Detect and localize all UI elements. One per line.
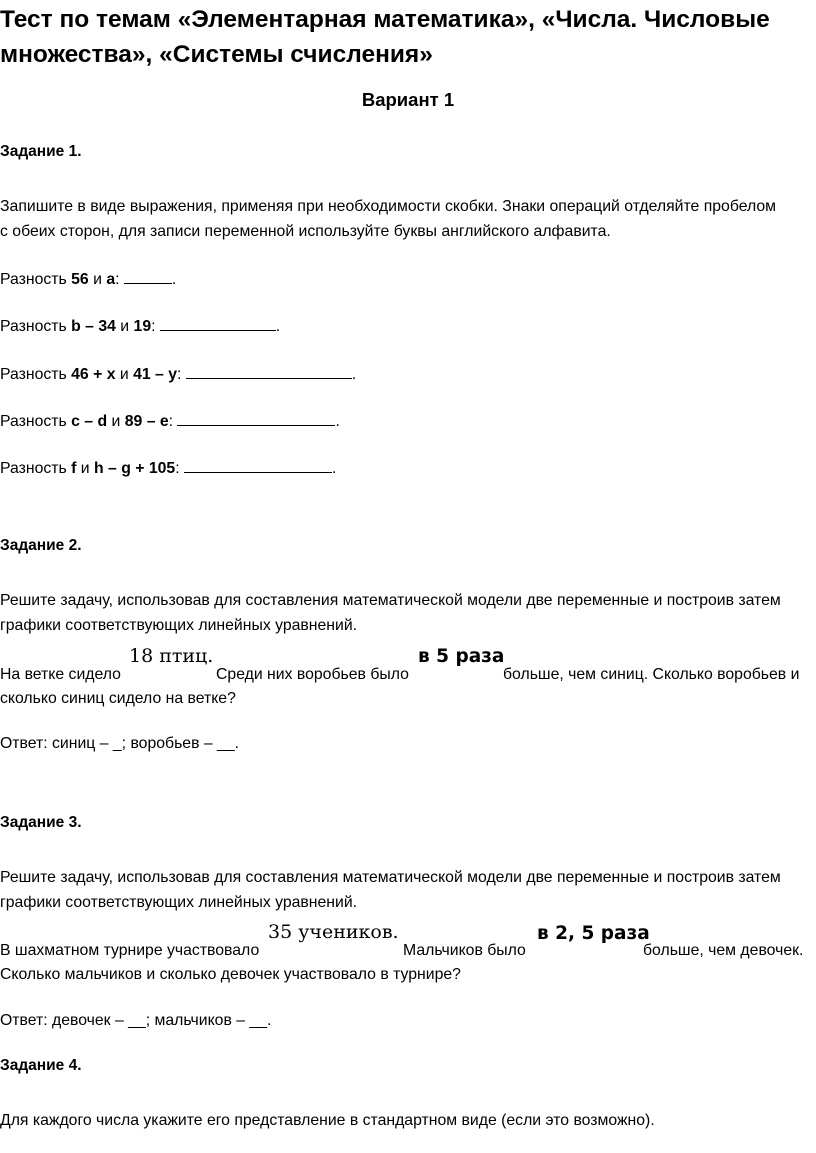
task3-formula-image-2: в 2, 5 раза	[537, 923, 650, 944]
task3-heading: Задание 3.	[0, 814, 82, 831]
answer-blank[interactable]	[160, 316, 276, 331]
task2-heading: Задание 2.	[0, 537, 82, 554]
task2-formula-image-1: 18 птиц.	[129, 645, 214, 667]
task3-formula-image-1: 35 учеников.	[268, 921, 399, 943]
task1-heading: Задание 1.	[0, 143, 82, 160]
answer-blank[interactable]	[124, 269, 172, 284]
answer-blank[interactable]	[186, 364, 352, 379]
task1-item-3: Разность 46 + x и 41 – y: .	[0, 366, 357, 383]
task3-instruction-line1: Решите задачу, использовав для составления математической модели две переменные и построив затем	[0, 869, 781, 886]
task3-instruction-line2: графики соответствующих линейных уравнений.	[0, 894, 358, 911]
task2-problem-text-1: На ветке сидело	[0, 666, 121, 683]
task3-problem-text-1: В шахматном турнире участвовало	[0, 942, 260, 959]
task2-instruction-line2: графики соответствующих линейных уравнений.	[0, 617, 358, 634]
task3-problem-text-3: больше, чем девочек.	[643, 942, 804, 959]
task1-instruction-line2: с обеих сторон, для записи переменной используйте буквы английского алфавита.	[0, 223, 611, 240]
answer-blank[interactable]	[184, 458, 332, 473]
answer-blank[interactable]	[177, 411, 335, 426]
task2-formula-image-2: в 5 раза	[418, 646, 505, 667]
task3-problem-line2: Сколько мальчиков и сколько девочек участвовало в турнире?	[0, 966, 461, 983]
task1-item-4: Разность c – d и 89 – e: .	[0, 413, 340, 430]
task2-problem-text-3: больше, чем синиц. Сколько воробьев и	[503, 666, 800, 683]
task1-item-1: Разность 56 и a: .	[0, 271, 177, 288]
task1-instruction-line1: Запишите в виде выражения, применяя при необходимости скобки. Знаки операций отделяйте пробелом	[0, 198, 777, 215]
task2-problem-text-2: Среди них воробьев было	[216, 666, 409, 683]
task3-problem-text-2: Мальчиков было	[403, 942, 526, 959]
task2-problem-line2: сколько синиц сидело на ветке?	[0, 690, 236, 707]
task1-item-5: Разность f и h – g + 105: .	[0, 460, 337, 477]
doc-title-line2: множества», «Системы счисления»	[0, 41, 433, 68]
task2-answer: Ответ: синиц – _; воробьев – __.	[0, 735, 240, 752]
task1-item-2: Разность b – 34 и 19: .	[0, 318, 281, 335]
variant-heading: Вариант 1	[361, 89, 455, 110]
task2-instruction-line1: Решите задачу, использовав для составления математической модели две переменные и построив затем	[0, 592, 781, 609]
task3-answer: Ответ: девочек – __; мальчиков – __.	[0, 1012, 272, 1029]
task4-instruction: Для каждого числа укажите его представление в стандартном виде (если это возможно).	[0, 1112, 655, 1129]
doc-title-line1: Тест по темам «Элементарная математика», «Числа. Числовые	[0, 6, 770, 33]
task4-heading: Задание 4.	[0, 1057, 82, 1074]
